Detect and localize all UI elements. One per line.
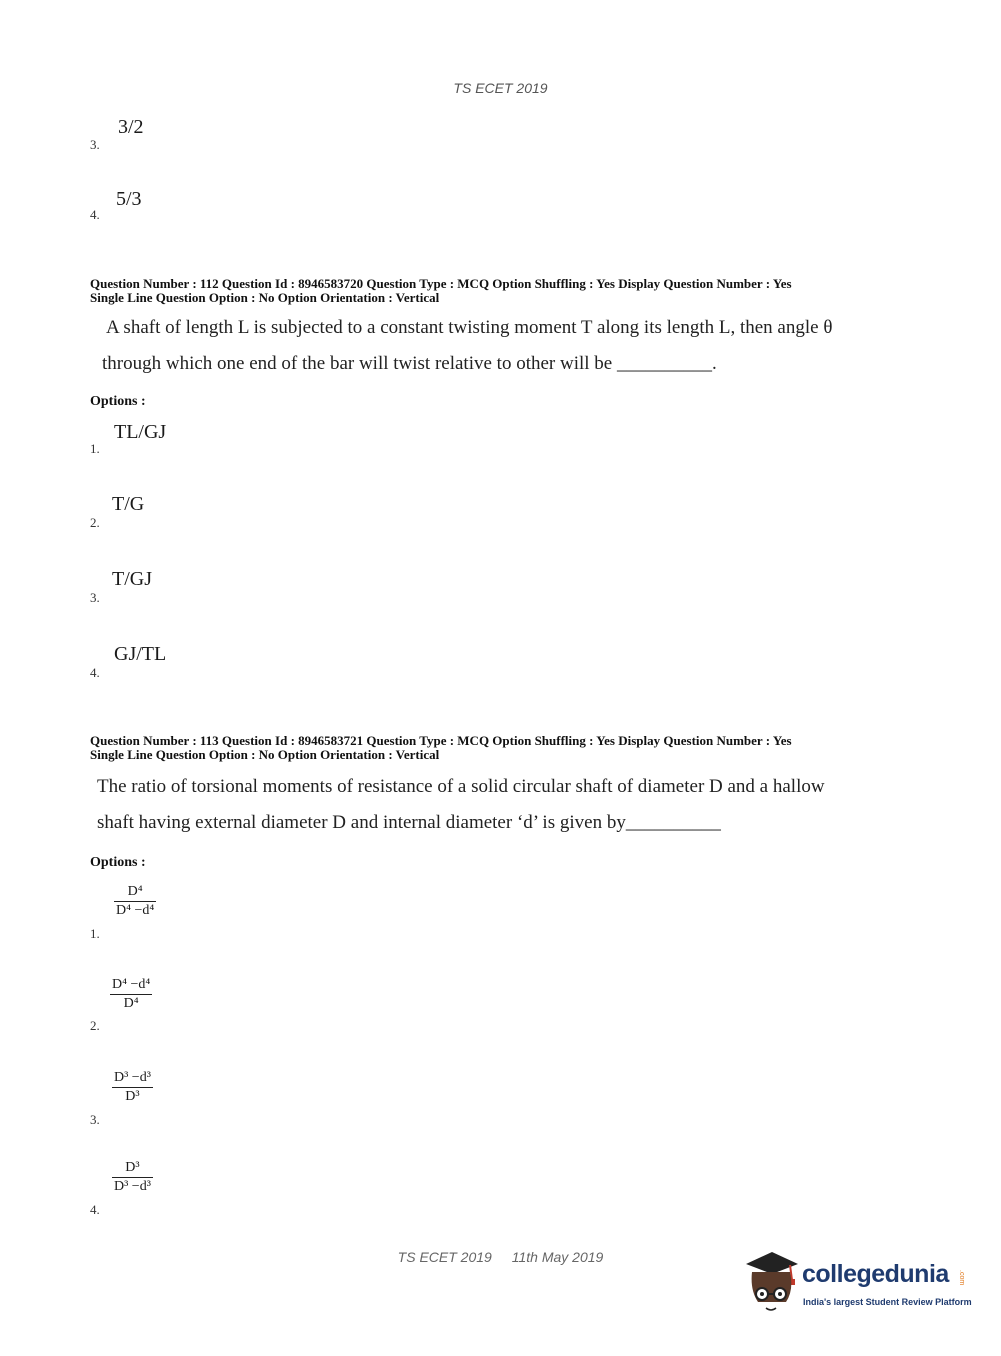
- option-text: TL/GJ: [114, 421, 167, 443]
- option-text: 3/2: [118, 116, 144, 138]
- fraction-denominator: D⁴ −d⁴: [116, 903, 155, 918]
- option-number: 3.: [90, 590, 100, 605]
- option-fraction: [112, 1070, 153, 1105]
- question-text-line1: The ratio of torsional moments of resistance of a solid circular shaft of diameter D and a hallow: [97, 776, 825, 797]
- options-label: Options :: [90, 855, 146, 870]
- option-number: 1.: [90, 926, 100, 941]
- brand-suffix: .com: [958, 1270, 965, 1286]
- question-text-line1: A shaft of length L is subjected to a constant twisting moment T along its length L, then angle θ: [106, 317, 833, 338]
- fraction-denominator: D³ −d³: [114, 1179, 151, 1194]
- option-number: 3.: [90, 137, 100, 152]
- option-number: 4.: [90, 1202, 100, 1217]
- fraction-numerator: D⁴ −d⁴: [112, 977, 151, 992]
- option-fraction: [110, 977, 152, 1012]
- fraction-denominator: D³: [112, 1087, 153, 1105]
- option-text: GJ/TL: [114, 643, 167, 665]
- question-text-line2: through which one end of the bar will twist relative to other will be __________.: [102, 353, 717, 374]
- question-meta-line2: Single Line Question Option : No Option Orientation : Vertical: [90, 290, 440, 305]
- fraction-numerator: D⁴: [127, 884, 143, 899]
- option-number: 1.: [90, 441, 100, 456]
- option-text: T/GJ: [112, 568, 152, 590]
- options-label: Options :: [90, 394, 146, 409]
- fraction-numerator: D³ −d³: [114, 1070, 151, 1085]
- option-number: 4.: [90, 665, 100, 680]
- footer-exam: TS ECET 2019: [397, 1249, 492, 1265]
- footer-date: 11th May 2019: [511, 1249, 604, 1265]
- option-number: 2.: [90, 515, 100, 530]
- question-meta-line2: Single Line Question Option : No Option Orientation : Vertical: [90, 747, 440, 762]
- option-number: 2.: [90, 1018, 100, 1033]
- option-text: 5/3: [116, 188, 142, 210]
- option-number: 3.: [90, 1112, 100, 1127]
- page-header: TS ECET 2019: [453, 80, 548, 96]
- fraction-denominator: D⁴: [110, 994, 152, 1012]
- question-text-line2: shaft having external diameter D and internal diameter ‘d’ is given by__________: [97, 812, 721, 833]
- option-text: T/G: [112, 493, 145, 515]
- brand-logo: [742, 1250, 972, 1320]
- question-meta-line1: Question Number : 112 Question Id : 8946583720 Question Type : MCQ Option Shuffling : Yes Display Question Number : Yes: [90, 276, 792, 291]
- mascot-icon: [742, 1250, 802, 1320]
- fraction-numerator: D³: [125, 1160, 140, 1175]
- brand-tagline: India's largest Student Review Platform: [803, 1297, 972, 1307]
- option-fraction: [112, 1160, 153, 1195]
- brand-name: collegedunia: [802, 1260, 949, 1288]
- question-meta-line1: Question Number : 113 Question Id : 8946583721 Question Type : MCQ Option Shuffling : Yes Display Question Number : Yes: [90, 733, 792, 748]
- option-number: 4.: [90, 207, 100, 222]
- option-fraction: [114, 884, 156, 919]
